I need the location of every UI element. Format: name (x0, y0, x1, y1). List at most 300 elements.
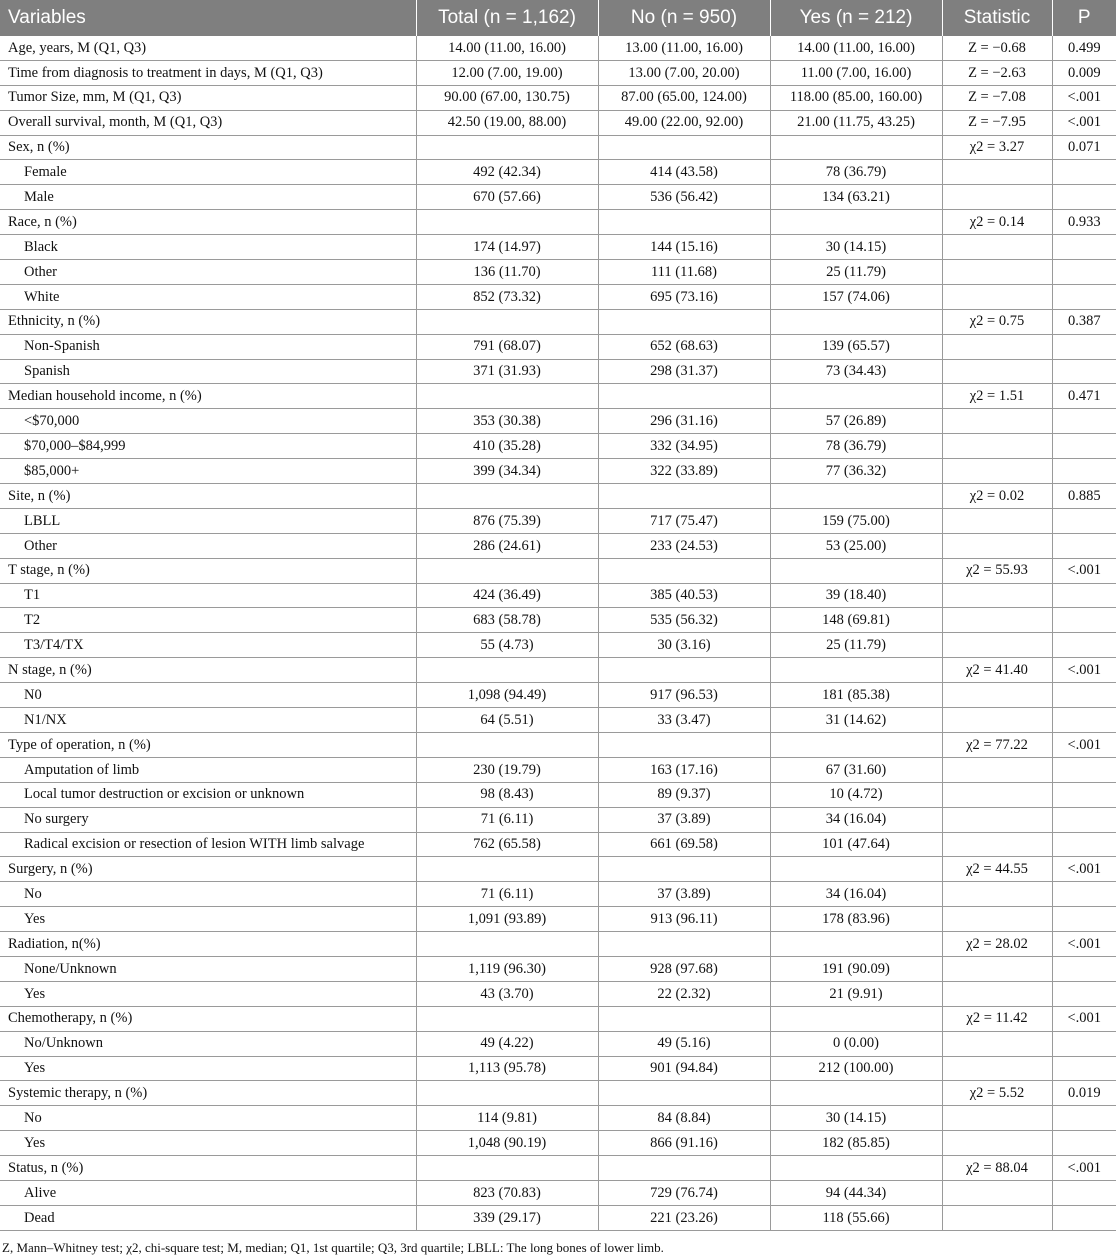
total-cell (416, 1006, 598, 1031)
variable-cell: Type of operation, n (%) (0, 732, 416, 757)
variable-cell: Age, years, M (Q1, Q3) (0, 36, 416, 60)
variable-cell: N stage, n (%) (0, 658, 416, 683)
variable-cell: Other (0, 533, 416, 558)
total-cell: 43 (3.70) (416, 981, 598, 1006)
p-value-cell (1052, 508, 1116, 533)
yes-cell (770, 1156, 942, 1181)
variable-cell: Radical excision or resection of lesion WITH limb salvage (0, 832, 416, 857)
p-value-cell (1052, 533, 1116, 558)
yes-cell (770, 1081, 942, 1106)
statistic-cell (942, 608, 1052, 633)
total-cell (416, 732, 598, 757)
p-value-cell (1052, 907, 1116, 932)
yes-cell: 118 (55.66) (770, 1205, 942, 1230)
table-row (0, 882, 1116, 907)
yes-cell: 53 (25.00) (770, 533, 942, 558)
no-cell: 49.00 (22.00, 92.00) (598, 110, 770, 135)
p-value-cell (1052, 284, 1116, 309)
no-cell: 37 (3.89) (598, 882, 770, 907)
statistic-cell (942, 1106, 1052, 1131)
yes-cell: 11.00 (7.00, 16.00) (770, 60, 942, 85)
yes-cell: 118.00 (85.00, 160.00) (770, 85, 942, 110)
table-row (0, 284, 1116, 309)
p-value-cell (1052, 782, 1116, 807)
total-cell: 852 (73.32) (416, 284, 598, 309)
statistic-cell (942, 981, 1052, 1006)
total-cell (416, 484, 598, 509)
no-cell: 22 (2.32) (598, 981, 770, 1006)
total-cell: 1,048 (90.19) (416, 1131, 598, 1156)
no-cell: 695 (73.16) (598, 284, 770, 309)
statistic-cell (942, 782, 1052, 807)
no-cell: 87.00 (65.00, 124.00) (598, 85, 770, 110)
statistic-cell (942, 956, 1052, 981)
total-cell: 1,098 (94.49) (416, 683, 598, 708)
header-no: No (n = 950) (598, 0, 770, 36)
statistic-cell (942, 807, 1052, 832)
statistic-cell (942, 334, 1052, 359)
variable-cell: T1 (0, 583, 416, 608)
table-row (0, 1156, 1116, 1181)
p-value-cell: 0.933 (1052, 210, 1116, 235)
total-cell: 49 (4.22) (416, 1031, 598, 1056)
no-cell: 144 (15.16) (598, 235, 770, 260)
no-cell: 13.00 (11.00, 16.00) (598, 36, 770, 60)
p-value-cell (1052, 359, 1116, 384)
statistic-cell (942, 459, 1052, 484)
yes-cell: 139 (65.57) (770, 334, 942, 359)
p-value-cell (1052, 334, 1116, 359)
yes-cell: 181 (85.38) (770, 683, 942, 708)
variable-cell: Amputation of limb (0, 757, 416, 782)
statistic-cell: χ2 = 0.02 (942, 484, 1052, 509)
total-cell (416, 857, 598, 882)
yes-cell: 157 (74.06) (770, 284, 942, 309)
table-row (0, 1131, 1116, 1156)
variable-cell: Yes (0, 1056, 416, 1081)
total-cell: 12.00 (7.00, 19.00) (416, 60, 598, 85)
no-cell: 928 (97.68) (598, 956, 770, 981)
total-cell: 762 (65.58) (416, 832, 598, 857)
table-row (0, 683, 1116, 708)
no-cell: 49 (5.16) (598, 1031, 770, 1056)
table-row (0, 1106, 1116, 1131)
p-value-cell (1052, 981, 1116, 1006)
no-cell: 917 (96.53) (598, 683, 770, 708)
variable-cell: N0 (0, 683, 416, 708)
variable-cell: Yes (0, 907, 416, 932)
table-row (0, 1081, 1116, 1106)
no-cell: 37 (3.89) (598, 807, 770, 832)
no-cell: 385 (40.53) (598, 583, 770, 608)
yes-cell: 25 (11.79) (770, 260, 942, 285)
yes-cell (770, 732, 942, 757)
no-cell (598, 484, 770, 509)
no-cell: 296 (31.16) (598, 409, 770, 434)
yes-cell: 78 (36.79) (770, 434, 942, 459)
variable-cell: $85,000+ (0, 459, 416, 484)
statistic-cell: χ2 = 3.27 (942, 135, 1052, 160)
total-cell: 492 (42.34) (416, 160, 598, 185)
table-row (0, 508, 1116, 533)
variable-cell: Tumor Size, mm, M (Q1, Q3) (0, 85, 416, 110)
variable-cell: No (0, 1106, 416, 1131)
yes-cell: 178 (83.96) (770, 907, 942, 932)
yes-cell: 21 (9.91) (770, 981, 942, 1006)
statistic-cell (942, 409, 1052, 434)
yes-cell: 30 (14.15) (770, 235, 942, 260)
no-cell: 729 (76.74) (598, 1180, 770, 1205)
statistic-cell (942, 583, 1052, 608)
statistic-cell (942, 633, 1052, 658)
table-row (0, 1031, 1116, 1056)
table-row (0, 956, 1116, 981)
p-value-cell (1052, 1031, 1116, 1056)
statistic-cell (942, 757, 1052, 782)
yes-cell (770, 484, 942, 509)
no-cell (598, 558, 770, 583)
statistic-cell: χ2 = 11.42 (942, 1006, 1052, 1031)
total-cell: 424 (36.49) (416, 583, 598, 608)
variable-cell: Sex, n (%) (0, 135, 416, 160)
no-cell: 84 (8.84) (598, 1106, 770, 1131)
statistic-cell (942, 832, 1052, 857)
total-cell: 55 (4.73) (416, 633, 598, 658)
total-cell (416, 135, 598, 160)
table-row (0, 260, 1116, 285)
yes-cell (770, 558, 942, 583)
total-cell: 174 (14.97) (416, 235, 598, 260)
variable-cell: Overall survival, month, M (Q1, Q3) (0, 110, 416, 135)
p-value-cell: <.001 (1052, 1006, 1116, 1031)
p-value-cell (1052, 708, 1116, 733)
p-value-cell (1052, 185, 1116, 210)
table-row (0, 907, 1116, 932)
total-cell: 670 (57.66) (416, 185, 598, 210)
no-cell: 13.00 (7.00, 20.00) (598, 60, 770, 85)
statistic-cell (942, 434, 1052, 459)
variable-cell: Male (0, 185, 416, 210)
statistic-cell (942, 907, 1052, 932)
total-cell: 286 (24.61) (416, 533, 598, 558)
table-row (0, 434, 1116, 459)
table-row (0, 210, 1116, 235)
statistic-cell: χ2 = 28.02 (942, 932, 1052, 957)
p-value-cell (1052, 409, 1116, 434)
p-value-cell: <.001 (1052, 1156, 1116, 1181)
header-row (0, 0, 1116, 36)
table-row (0, 459, 1116, 484)
no-cell: 913 (96.11) (598, 907, 770, 932)
yes-cell (770, 857, 942, 882)
p-value-cell (1052, 757, 1116, 782)
total-cell: 230 (19.79) (416, 757, 598, 782)
total-cell: 1,119 (96.30) (416, 956, 598, 981)
total-cell: 823 (70.83) (416, 1180, 598, 1205)
no-cell: 536 (56.42) (598, 185, 770, 210)
variable-cell: Non-Spanish (0, 334, 416, 359)
yes-cell: 57 (26.89) (770, 409, 942, 434)
yes-cell (770, 309, 942, 334)
statistic-cell: Z = −7.08 (942, 85, 1052, 110)
no-cell: 332 (34.95) (598, 434, 770, 459)
total-cell: 71 (6.11) (416, 807, 598, 832)
p-value-cell: 0.387 (1052, 309, 1116, 334)
no-cell: 163 (17.16) (598, 757, 770, 782)
table-row (0, 708, 1116, 733)
table-row (0, 1180, 1116, 1205)
yes-cell: 14.00 (11.00, 16.00) (770, 36, 942, 60)
table-row (0, 36, 1116, 60)
yes-cell: 0 (0.00) (770, 1031, 942, 1056)
table-row (0, 409, 1116, 434)
variable-cell: Site, n (%) (0, 484, 416, 509)
total-cell: 410 (35.28) (416, 434, 598, 459)
no-cell: 661 (69.58) (598, 832, 770, 857)
table-row (0, 135, 1116, 160)
yes-cell: 182 (85.85) (770, 1131, 942, 1156)
yes-cell (770, 658, 942, 683)
no-cell (598, 1006, 770, 1031)
yes-cell: 34 (16.04) (770, 807, 942, 832)
statistic-cell (942, 533, 1052, 558)
table-row (0, 334, 1116, 359)
variable-cell: Female (0, 160, 416, 185)
total-cell: 14.00 (11.00, 16.00) (416, 36, 598, 60)
statistic-cell: χ2 = 41.40 (942, 658, 1052, 683)
yes-cell: 39 (18.40) (770, 583, 942, 608)
p-value-cell: 0.009 (1052, 60, 1116, 85)
total-cell (416, 658, 598, 683)
table-row (0, 932, 1116, 957)
statistic-cell: Z = −0.68 (942, 36, 1052, 60)
total-cell: 136 (11.70) (416, 260, 598, 285)
variable-cell: Alive (0, 1180, 416, 1205)
variable-cell: No (0, 882, 416, 907)
table-row (0, 757, 1116, 782)
variable-cell: No surgery (0, 807, 416, 832)
table-row (0, 807, 1116, 832)
no-cell: 866 (91.16) (598, 1131, 770, 1156)
no-cell (598, 135, 770, 160)
variable-cell: <$70,000 (0, 409, 416, 434)
variable-cell: LBLL (0, 508, 416, 533)
no-cell (598, 210, 770, 235)
no-cell: 33 (3.47) (598, 708, 770, 733)
p-value-cell: 0.499 (1052, 36, 1116, 60)
total-cell: 399 (34.34) (416, 459, 598, 484)
yes-cell (770, 210, 942, 235)
statistic-cell: χ2 = 44.55 (942, 857, 1052, 882)
p-value-cell (1052, 882, 1116, 907)
total-cell: 371 (31.93) (416, 359, 598, 384)
yes-cell: 159 (75.00) (770, 508, 942, 533)
variable-cell: T3/T4/TX (0, 633, 416, 658)
variable-cell: No/Unknown (0, 1031, 416, 1056)
no-cell (598, 932, 770, 957)
table-row (0, 583, 1116, 608)
table-row (0, 309, 1116, 334)
statistic-cell: χ2 = 0.75 (942, 309, 1052, 334)
no-cell (598, 658, 770, 683)
total-cell: 339 (29.17) (416, 1205, 598, 1230)
table-row (0, 235, 1116, 260)
table-row (0, 732, 1116, 757)
variable-cell: White (0, 284, 416, 309)
statistic-cell: χ2 = 0.14 (942, 210, 1052, 235)
no-cell: 89 (9.37) (598, 782, 770, 807)
table-row (0, 608, 1116, 633)
p-value-cell: <.001 (1052, 110, 1116, 135)
table-row (0, 60, 1116, 85)
variable-cell: Ethnicity, n (%) (0, 309, 416, 334)
statistic-cell (942, 508, 1052, 533)
variable-cell: T2 (0, 608, 416, 633)
p-value-cell: <.001 (1052, 857, 1116, 882)
total-cell: 98 (8.43) (416, 782, 598, 807)
statistic-cell (942, 683, 1052, 708)
table-row (0, 633, 1116, 658)
total-cell: 1,113 (95.78) (416, 1056, 598, 1081)
total-cell (416, 309, 598, 334)
variable-cell: None/Unknown (0, 956, 416, 981)
no-cell: 233 (24.53) (598, 533, 770, 558)
variable-cell: N1/NX (0, 708, 416, 733)
statistic-cell (942, 1180, 1052, 1205)
p-value-cell: 0.019 (1052, 1081, 1116, 1106)
p-value-cell: 0.471 (1052, 384, 1116, 409)
yes-cell: 25 (11.79) (770, 633, 942, 658)
total-cell: 683 (58.78) (416, 608, 598, 633)
p-value-cell (1052, 1131, 1116, 1156)
p-value-cell: 0.071 (1052, 135, 1116, 160)
variable-cell: Median household income, n (%) (0, 384, 416, 409)
yes-cell: 30 (14.15) (770, 1106, 942, 1131)
statistic-cell: Z = −7.95 (942, 110, 1052, 135)
no-cell (598, 384, 770, 409)
yes-cell: 101 (47.64) (770, 832, 942, 857)
no-cell: 111 (11.68) (598, 260, 770, 285)
statistic-cell: χ2 = 88.04 (942, 1156, 1052, 1181)
variable-cell: Status, n (%) (0, 1156, 416, 1181)
p-value-cell: <.001 (1052, 558, 1116, 583)
yes-cell: 212 (100.00) (770, 1056, 942, 1081)
table-row (0, 359, 1116, 384)
variable-cell: T stage, n (%) (0, 558, 416, 583)
table-row (0, 558, 1116, 583)
table-row (0, 85, 1116, 110)
yes-cell (770, 932, 942, 957)
statistic-cell: χ2 = 55.93 (942, 558, 1052, 583)
statistic-cell (942, 882, 1052, 907)
statistic-cell (942, 1031, 1052, 1056)
variable-cell: Systemic therapy, n (%) (0, 1081, 416, 1106)
total-cell: 64 (5.51) (416, 708, 598, 733)
table-row (0, 384, 1116, 409)
variable-cell: Local tumor destruction or excision or unknown (0, 782, 416, 807)
header-statistic: Statistic (942, 0, 1052, 36)
no-cell (598, 1156, 770, 1181)
total-cell (416, 1156, 598, 1181)
yes-cell: 31 (14.62) (770, 708, 942, 733)
p-value-cell (1052, 235, 1116, 260)
p-value-cell (1052, 459, 1116, 484)
statistic-cell (942, 1205, 1052, 1230)
statistic-cell: χ2 = 5.52 (942, 1081, 1052, 1106)
yes-cell: 78 (36.79) (770, 160, 942, 185)
total-cell (416, 558, 598, 583)
statistic-cell: Z = −2.63 (942, 60, 1052, 85)
yes-cell: 10 (4.72) (770, 782, 942, 807)
p-value-cell: <.001 (1052, 85, 1116, 110)
variable-cell: Yes (0, 981, 416, 1006)
no-cell: 221 (23.26) (598, 1205, 770, 1230)
p-value-cell (1052, 160, 1116, 185)
table-row (0, 1056, 1116, 1081)
no-cell (598, 732, 770, 757)
p-value-cell (1052, 807, 1116, 832)
yes-cell: 148 (69.81) (770, 608, 942, 633)
statistic-cell (942, 1131, 1052, 1156)
total-cell (416, 210, 598, 235)
table-row (0, 484, 1116, 509)
table-footnote: Z, Mann–Whitney test; χ2, chi-square test; M, median; Q1, 1st quartile; Q3, 3rd quartile; LBLL: The long bones of lower limb. (2, 1239, 664, 1255)
statistic-cell (942, 235, 1052, 260)
table-body (0, 36, 1116, 1230)
statistic-cell (942, 185, 1052, 210)
total-cell (416, 384, 598, 409)
yes-cell (770, 135, 942, 160)
p-value-cell: <.001 (1052, 658, 1116, 683)
table-row (0, 1006, 1116, 1031)
table-row (0, 832, 1116, 857)
total-cell (416, 932, 598, 957)
statistic-cell (942, 359, 1052, 384)
no-cell: 322 (33.89) (598, 459, 770, 484)
p-value-cell (1052, 260, 1116, 285)
yes-cell: 73 (34.43) (770, 359, 942, 384)
variable-cell: $70,000–$84,999 (0, 434, 416, 459)
yes-cell: 77 (36.32) (770, 459, 942, 484)
p-value-cell (1052, 434, 1116, 459)
no-cell: 30 (3.16) (598, 633, 770, 658)
variable-cell: Other (0, 260, 416, 285)
yes-cell: 21.00 (11.75, 43.25) (770, 110, 942, 135)
no-cell: 901 (94.84) (598, 1056, 770, 1081)
table-row (0, 658, 1116, 683)
total-cell: 353 (30.38) (416, 409, 598, 434)
table-row (0, 110, 1116, 135)
table-row (0, 981, 1116, 1006)
p-value-cell (1052, 832, 1116, 857)
yes-cell (770, 384, 942, 409)
p-value-cell (1052, 683, 1116, 708)
variable-cell: Radiation, n(%) (0, 932, 416, 957)
total-cell: 114 (9.81) (416, 1106, 598, 1131)
statistic-cell: χ2 = 1.51 (942, 384, 1052, 409)
p-value-cell (1052, 956, 1116, 981)
variable-cell: Yes (0, 1131, 416, 1156)
statistic-cell (942, 1056, 1052, 1081)
no-cell (598, 309, 770, 334)
yes-cell: 94 (44.34) (770, 1180, 942, 1205)
no-cell (598, 1081, 770, 1106)
p-value-cell: <.001 (1052, 932, 1116, 957)
table-row (0, 185, 1116, 210)
p-value-cell (1052, 1106, 1116, 1131)
total-cell: 42.50 (19.00, 88.00) (416, 110, 598, 135)
p-value-cell (1052, 1205, 1116, 1230)
